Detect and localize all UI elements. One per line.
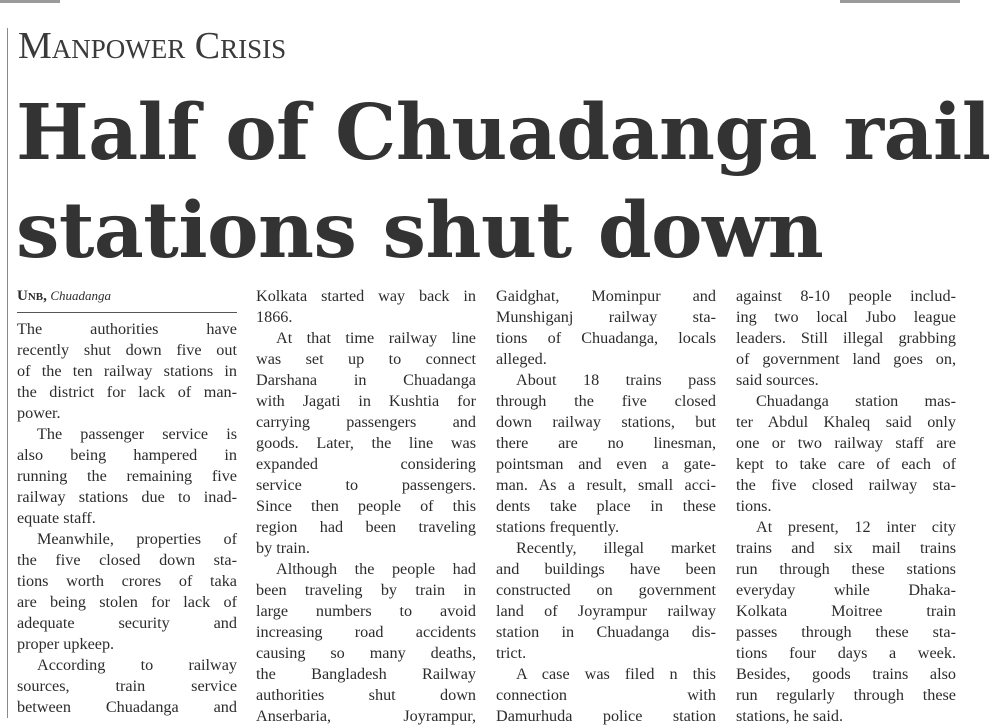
text-line: Meanwhile, properties of bbox=[37, 530, 237, 548]
text-line: land of Joyrampur railway bbox=[496, 602, 716, 620]
text-line: dents take place in these bbox=[496, 497, 716, 515]
text-line: run through these stations bbox=[736, 560, 956, 578]
headline-line-2: stations shut down bbox=[16, 186, 824, 276]
text-line: of government land goes on, bbox=[736, 350, 956, 368]
text-line: Munshiganj railway sta- bbox=[496, 308, 716, 326]
text-line: running the remaining five bbox=[17, 467, 237, 485]
text-line: About 18 trains pass bbox=[516, 371, 716, 389]
byline-agency: Unb, bbox=[17, 288, 47, 304]
text-line: service to passengers. bbox=[256, 476, 476, 494]
text-line: large numbers to avoid bbox=[256, 602, 476, 620]
text-line: Chuadanga station mas- bbox=[756, 392, 956, 410]
text-line: proper upkeep. bbox=[17, 635, 115, 653]
text-line: of the ten railway stations in bbox=[17, 362, 237, 380]
text-line: through the five closed bbox=[496, 392, 716, 410]
column-text bbox=[256, 286, 476, 727]
text-line: run regularly through these bbox=[736, 686, 956, 704]
text-line: Gaidghat, Mominpur and bbox=[496, 287, 716, 305]
text-line: down railway stations, but bbox=[496, 413, 716, 431]
text-line: with Jagati in Kushtia for bbox=[256, 392, 476, 410]
text-line: goods. Later, the line was bbox=[256, 434, 476, 452]
text-line: tions. bbox=[736, 497, 772, 515]
text-line: The passenger service is bbox=[37, 425, 237, 443]
text-line: stations frequently. bbox=[496, 518, 620, 536]
text-line: 1866. bbox=[256, 308, 293, 326]
text-line: A case was filed n this bbox=[516, 665, 716, 683]
text-line: stations, he said. bbox=[736, 707, 844, 725]
text-line: ter Abdul Khaleq said only bbox=[736, 413, 956, 431]
text-line: authorities shut down bbox=[256, 686, 476, 704]
text-line: Anserbaria, Joyrampur, bbox=[256, 707, 476, 725]
text-line: railway stations due to inad- bbox=[17, 488, 237, 506]
text-line: adequate security and bbox=[17, 614, 237, 632]
text-line: everyday while Dhaka- bbox=[736, 581, 956, 599]
text-line: Darshana in Chuadanga bbox=[256, 371, 476, 389]
top-edge-mark bbox=[0, 0, 60, 3]
text-line: Recently, illegal market bbox=[516, 539, 716, 557]
text-line: recently shut down five out bbox=[17, 341, 237, 359]
text-line: power. bbox=[17, 404, 61, 422]
text-line: ing two local Jubo league bbox=[736, 308, 956, 326]
text-line: connection with bbox=[496, 686, 716, 704]
kicker: Manpower Crisis bbox=[18, 25, 287, 67]
text-line: man. As a result, small acci- bbox=[496, 476, 716, 494]
column-text bbox=[17, 319, 237, 718]
text-line: Besides, goods trains also bbox=[736, 665, 956, 683]
text-line: According to railway bbox=[37, 656, 237, 674]
text-line: one or two railway staff are bbox=[736, 434, 956, 452]
text-line: there are no linesman, bbox=[496, 434, 716, 452]
text-line: Although the people had bbox=[276, 560, 476, 578]
text-line: trains and six mail trains bbox=[736, 539, 956, 557]
text-line: Damurhuda police station bbox=[496, 707, 716, 725]
article-column-2 bbox=[256, 286, 476, 727]
text-line: sources, train service bbox=[17, 677, 237, 695]
headline-line-1: Half of Chuadanga rail bbox=[16, 88, 990, 178]
text-line: pointsman and even a gate- bbox=[496, 455, 716, 473]
text-line: leaders. Still illegal grabbing bbox=[736, 329, 956, 347]
text-line: Kolkata started way back in bbox=[256, 287, 476, 305]
byline-place: Chuadanga bbox=[50, 288, 112, 303]
text-line: Kolkata Moitree train bbox=[736, 602, 956, 620]
text-line: constructed on government bbox=[496, 581, 716, 599]
text-line: the Bangladesh Railway bbox=[256, 665, 476, 683]
headline bbox=[16, 84, 990, 280]
top-edge-mark bbox=[840, 0, 960, 3]
text-line: station in Chuadanga dis- bbox=[496, 623, 716, 641]
text-line: expanded considering bbox=[256, 455, 476, 473]
text-line: against 8-10 people includ- bbox=[736, 287, 956, 305]
text-line: also being hampered in bbox=[17, 446, 237, 464]
text-line: are being stolen for lack of bbox=[17, 593, 237, 611]
text-line: the five closed railway sta- bbox=[736, 476, 956, 494]
text-line: Since then people of this bbox=[256, 497, 476, 515]
text-line: tions of Chuadanga, locals bbox=[496, 329, 716, 347]
text-line: trict. bbox=[496, 644, 527, 662]
text-line: the district for lack of man- bbox=[17, 383, 237, 401]
text-line: by train. bbox=[256, 539, 310, 557]
text-line: The authorities have bbox=[17, 320, 237, 338]
text-line: and buildings have been bbox=[496, 560, 716, 578]
text-line: between Chuadanga and bbox=[17, 698, 237, 716]
text-line: said sources. bbox=[736, 371, 819, 389]
text-line: tions four days a week. bbox=[736, 644, 956, 662]
text-line: tions worth crores of taka bbox=[17, 572, 237, 590]
column-text bbox=[736, 286, 956, 727]
text-line: region had been traveling bbox=[256, 518, 476, 536]
text-line: carrying passengers and bbox=[256, 413, 476, 431]
text-line: the five closed down sta- bbox=[17, 551, 237, 569]
text-line: At that time railway line bbox=[276, 329, 476, 347]
byline bbox=[17, 286, 237, 313]
column-rule bbox=[7, 28, 8, 718]
article-column-1 bbox=[17, 286, 237, 718]
text-line: causing so many deaths, bbox=[256, 644, 476, 662]
text-line: was set up to connect bbox=[256, 350, 476, 368]
text-line: increasing road accidents bbox=[256, 623, 476, 641]
text-line: passes through these sta- bbox=[736, 623, 956, 641]
text-line: At present, 12 inter city bbox=[756, 518, 956, 536]
text-line: been traveling by train in bbox=[256, 581, 476, 599]
column-text bbox=[496, 286, 716, 727]
article-column-3 bbox=[496, 286, 716, 727]
article-column-4 bbox=[736, 286, 956, 727]
text-line: equate staff. bbox=[17, 509, 96, 527]
text-line: kept to take care of each of bbox=[736, 455, 956, 473]
text-line: alleged. bbox=[496, 350, 547, 368]
